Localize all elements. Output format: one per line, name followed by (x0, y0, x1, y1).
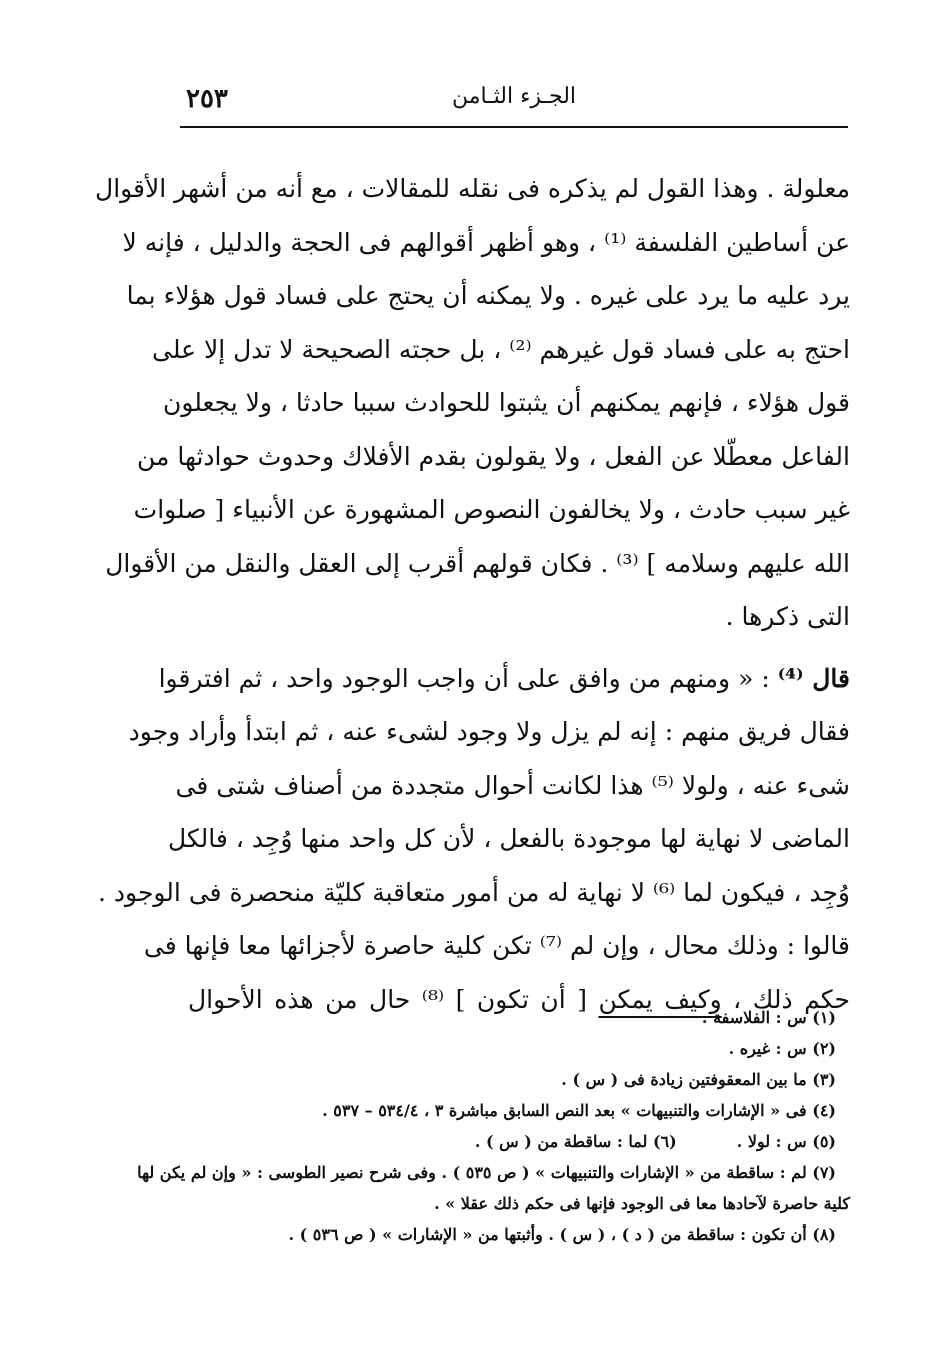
text-line: احتج به على فساد قول غيرهم ⁽²⁾ ، بل حجته الصحيحة لا تدل إلا على (151, 334, 850, 364)
paragraph-lead-word: قال ⁽⁴⁾ (777, 663, 850, 693)
footnote-7: (٧) لم : ساقطة من « الإشارات والتنبيهات » ( ص ٥٣٥ ) . وفى شرح نصير الطوسى : « وإن لم يكن لها (137, 1163, 836, 1182)
text-line: عن أساطين الفلسفة ⁽¹⁾ ، وهو أظهر أقوالهم فى الحجة والدليل ، فإنه لا (122, 227, 850, 257)
page-number: ٢٥٣ (186, 84, 228, 114)
text-line: التى ذكرها . (725, 602, 850, 631)
text-line: يرد عليه ما يرد على غيره . ولا يمكنه أن يحتج على فساد قول هؤلاء بما (126, 281, 850, 310)
text-line: معلولة . وهذا القول لم يذكره فى نقله للمقالات ، مع أنه من أشهر الأقوال (95, 174, 850, 203)
text-line: قالوا : وذلك محال ، وإن لم ⁽⁷⁾ تكن كلية حاصرة لأجزائها معا فإنها فى (143, 931, 850, 960)
footnote-7-continued: كلية حاصرة لآحادها معا فى الوجود فإنها فى حكم ذلك عقلا » . (434, 1194, 850, 1213)
footnote-8: (٨) أن تكون : ساقطة من ( د ) ، ( س ) . وأثبتها من « الإشارات » ( ص ٥٣٦ ) . (288, 1225, 836, 1244)
text-line: وُجِد ، فيكون لما ⁽⁶⁾ لا نهاية له من أمور متعاقبة كليّة منحصرة فى الوجود . (98, 877, 850, 907)
footnote-1: (١) س : الفلاسفة . (701, 1008, 836, 1027)
page-header (180, 80, 848, 124)
text-line: غير سبب حادث ، ولا يخالفون النصوص المشهورة عن الأنبياء [ صلوات (133, 495, 850, 524)
footnotes (137, 1002, 850, 1250)
footnote-3: (٣) ما بين المعقوفتين زيادة فى ( س ) . (561, 1070, 836, 1089)
running-title: الجـزء الثـامن (451, 84, 577, 109)
paragraph-1 (95, 162, 850, 644)
text-line (158, 652, 850, 706)
text-line: قول هؤلاء ، فإنهم يمكنهم أن يثبتوا للحوادث سببا حادثا ، ولا يجعلون (162, 388, 850, 417)
underlined-text: وكيف يمكن (598, 984, 722, 1014)
footnote-5: (٥) س : لولا . (736, 1132, 836, 1151)
text-line: الماضى لا نهاية لها موجودة بالفعل ، لأن كل واحد منها وُجِد ، فالكل (167, 824, 850, 853)
text-line: فقال فريق منهم : إنه لم يزل ولا وجود لشىء عنه ، ثم ابتدأ وأراد وجود (128, 717, 850, 746)
footnote-6: (٦) لما : ساقطة من ( س ) . (474, 1132, 677, 1151)
main-text (95, 162, 850, 1026)
footnote-5-6 (188, 1126, 850, 1157)
footnote-2: (٢) س : غيره . (728, 1039, 836, 1058)
text-line: الله عليهم وسلامه ] ⁽³⁾ . فكان قولهم أقرب إلى العقل والنقل من الأقوال (105, 548, 850, 578)
text-line: شىء عنه ، ولولا ⁽⁵⁾ هذا لكانت أحوال متجددة من أصناف شتى فى (175, 770, 850, 800)
text-segment: [ أن تكون ] ⁽⁸⁾ حال من هذه الأحوال (188, 984, 599, 1014)
header-rule (180, 126, 848, 128)
text-segment: : « ومنهم من وافق على أن واجب الوجود واحد ، ثم افترقوا (158, 663, 778, 693)
text-line: الفاعل معطّلا عن الفعل ، ولا يقولون بقدم الأفلاك وحدوث حوادثها من (136, 441, 850, 471)
text-segment: حكم ذلك ، (721, 984, 850, 1014)
footnote-4: (٤) فى « الإشارات والتنبيهات » بعد النص السابق مباشرة ٣ ، ٥٣٤/٤ – ٥٣٧ . (322, 1101, 836, 1120)
paragraph-2 (98, 652, 850, 1027)
